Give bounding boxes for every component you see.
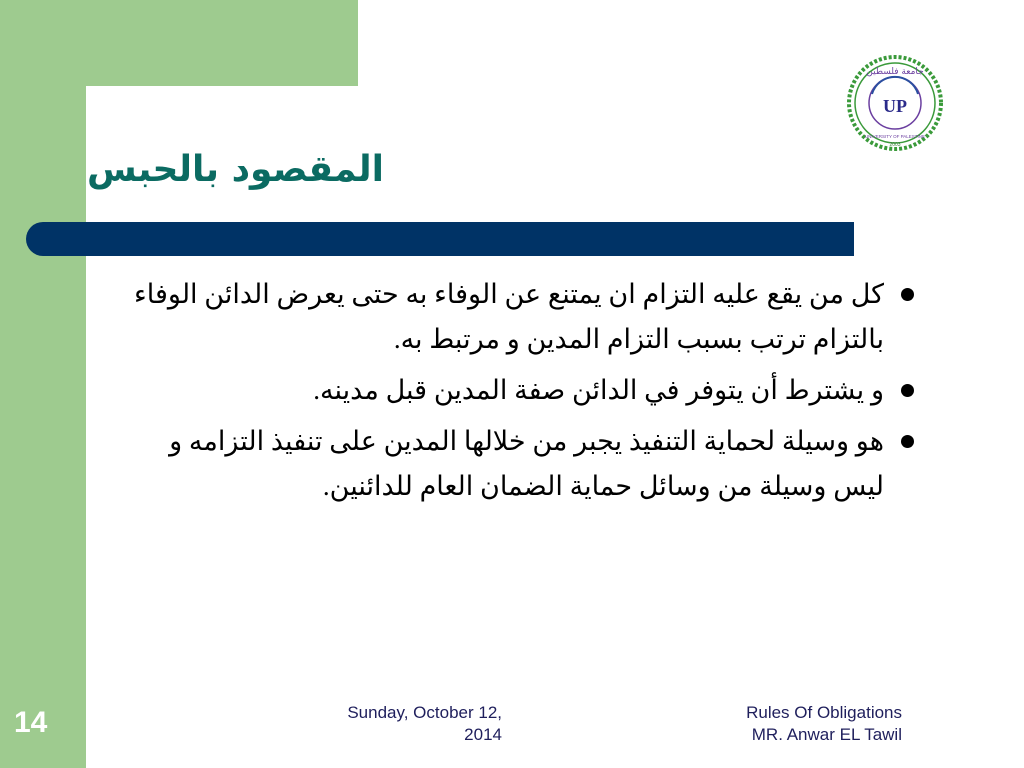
bullet-dot-icon [901, 288, 914, 301]
slide-number: 14 [14, 706, 48, 739]
bullet-item [130, 419, 918, 509]
footer-date [300, 702, 502, 746]
logo-english-text: UNIVERSITY OF PALESTINE [864, 134, 926, 139]
footer-date-line1: Sunday, October 12, [347, 703, 502, 722]
footer-instructor: MR. Anwar EL Tawil [751, 725, 902, 744]
bullet-dot-icon [901, 435, 914, 448]
footer-course [650, 702, 902, 746]
logo-year: 2003 [889, 142, 901, 148]
footer-date-line2: 2014 [464, 725, 502, 744]
logo-initials: UP [883, 96, 907, 116]
bullet-item [130, 368, 918, 413]
bullet-text: و يشترط أن يتوفر في الدائن صفة المدين قبل مدينه. [313, 375, 884, 405]
bullet-list [130, 272, 918, 515]
title-divider-bar [26, 222, 854, 256]
left-green-band [0, 0, 86, 768]
logo-arabic-text: جامعة فلسطين [866, 67, 924, 77]
bullet-text: هو وسيلة لحماية التنفيذ يجبر من خلالها المدين على تنفيذ التزامه و ليس وسيلة من وسائل حماية الضمان العام للدائنين. [169, 426, 884, 501]
top-green-band [86, 0, 358, 86]
footer-course-title: Rules Of Obligations [746, 703, 902, 722]
bullet-text: كل من يقع عليه التزام ان يمتنع عن الوفاء به حتى يعرض الدائن الوفاء بالتزام ترتب بسبب التزام المدين و مرتبط به. [134, 279, 884, 354]
bullet-item [130, 272, 918, 362]
bullet-dot-icon [901, 384, 914, 397]
slide-title: المقصود بالحبس [86, 149, 384, 190]
university-logo [842, 54, 948, 152]
